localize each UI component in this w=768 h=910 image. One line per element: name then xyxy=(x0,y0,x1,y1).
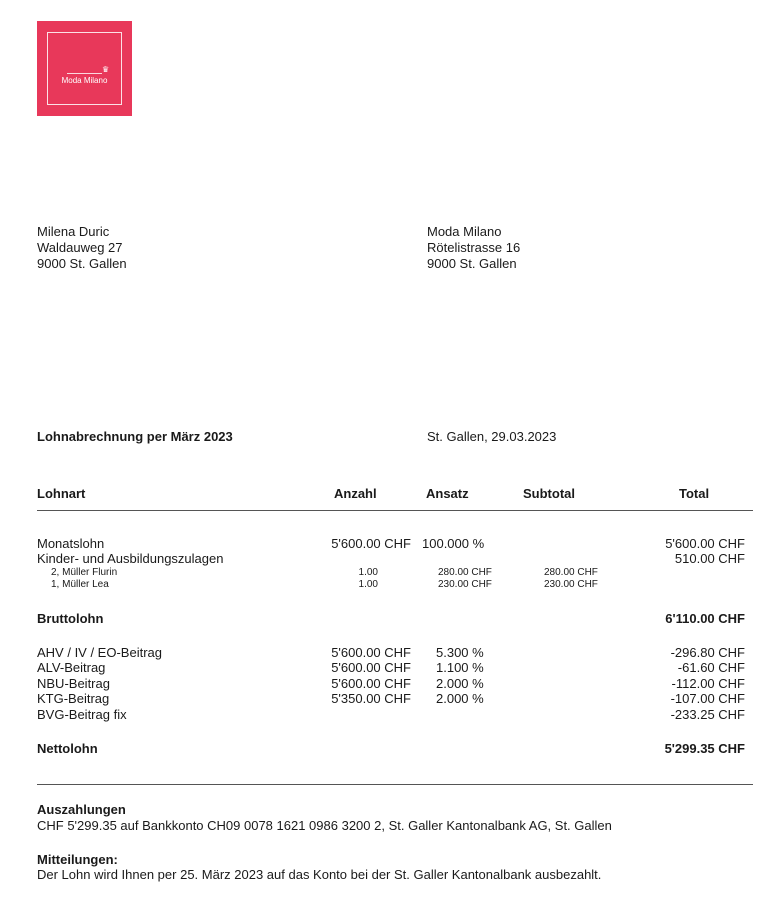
zulagen-total: 510.00 CHF xyxy=(674,551,745,566)
zulagen-label: Kinder- und Ausbildungszulagen xyxy=(37,551,224,566)
deduction-ansatz: 1.100 % xyxy=(436,660,484,675)
logo-brand: Moda Milano xyxy=(61,76,108,85)
employee-street: Waldauweg 27 xyxy=(37,240,123,255)
header-total: Total xyxy=(679,486,710,501)
nettolohn-total: 5'299.35 CHF xyxy=(664,741,745,756)
employer-address xyxy=(427,224,520,272)
logo-divider xyxy=(67,73,102,74)
child-row-subtotal: 280.00 CHF xyxy=(544,567,598,578)
child-row-subtotal: 230.00 CHF xyxy=(544,579,598,590)
employee-address xyxy=(37,224,127,272)
deduction-total: -61.60 CHF xyxy=(677,660,745,675)
header-lohnart: Lohnart xyxy=(37,486,86,501)
child-row-anzahl: 1.00 xyxy=(358,567,378,578)
payout-heading: Auszahlungen xyxy=(37,802,126,817)
header-ansatz: Ansatz xyxy=(426,486,469,501)
header-subtotal: Subtotal xyxy=(523,486,575,501)
crown-icon: ♛ xyxy=(102,65,110,74)
header-divider xyxy=(37,510,753,511)
messages-text: Der Lohn wird Ihnen per 25. März 2023 auf das Konto bei der St. Galler Kantonalbank ausbezahlt. xyxy=(37,867,602,882)
child-row-label: 1, Müller Lea xyxy=(51,579,109,590)
employee-name: Milena Duric xyxy=(37,224,110,239)
monatslohn-ansatz: 100.000 % xyxy=(422,536,485,551)
deduction-anzahl: 5'350.00 CHF xyxy=(331,691,411,706)
nettolohn-label: Nettolohn xyxy=(37,741,98,756)
child-row-ansatz: 280.00 CHF xyxy=(438,567,492,578)
bruttolohn-label: Bruttolohn xyxy=(37,611,104,626)
deduction-anzahl: 5'600.00 CHF xyxy=(331,676,411,691)
deduction-ansatz: 5.300 % xyxy=(436,645,484,660)
employee-city: 9000 St. Gallen xyxy=(37,256,127,271)
monatslohn-total: 5'600.00 CHF xyxy=(665,536,745,551)
messages-heading: Mitteilungen: xyxy=(37,852,118,867)
deduction-total: -296.80 CHF xyxy=(670,645,745,660)
deduction-label: ALV-Beitrag xyxy=(37,660,106,675)
footer-divider xyxy=(37,784,753,785)
deduction-total: -112.00 CHF xyxy=(671,676,745,691)
bruttolohn-total: 6'110.00 CHF xyxy=(665,611,745,626)
child-row-label: 2, Müller Flurin xyxy=(51,567,118,578)
deduction-total: -233.25 CHF xyxy=(670,707,745,722)
header-anzahl: Anzahl xyxy=(334,486,377,501)
deduction-label: AHV / IV / EO-Beitrag xyxy=(37,645,162,660)
deduction-label: NBU-Beitrag xyxy=(37,676,110,691)
deduction-anzahl: 5'600.00 CHF xyxy=(331,660,411,675)
child-row-ansatz: 230.00 CHF xyxy=(438,579,492,590)
document-title: Lohnabrechnung per März 2023 xyxy=(37,429,233,444)
company-logo xyxy=(37,21,132,116)
payout-text: CHF 5'299.35 auf Bankkonto CH09 0078 1621 0986 3200 2, St. Galler Kantonalbank AG, St. Gallen xyxy=(37,818,612,833)
monatslohn-anzahl: 5'600.00 CHF xyxy=(331,536,411,551)
place-date: St. Gallen, 29.03.2023 xyxy=(427,429,557,444)
employer-city: 9000 St. Gallen xyxy=(427,256,517,271)
monatslohn-label: Monatslohn xyxy=(37,536,105,551)
deduction-total: -107.00 CHF xyxy=(670,691,745,706)
deduction-ansatz: 2.000 % xyxy=(436,676,484,691)
employer-name: Moda Milano xyxy=(427,224,502,239)
employer-street: Rötelistrasse 16 xyxy=(427,240,521,255)
logo-frame xyxy=(47,32,122,105)
deduction-label: KTG-Beitrag xyxy=(37,691,110,706)
deduction-label: BVG-Beitrag fix xyxy=(37,707,127,722)
deduction-ansatz: 2.000 % xyxy=(436,691,484,706)
deduction-anzahl: 5'600.00 CHF xyxy=(331,645,411,660)
child-row-anzahl: 1.00 xyxy=(358,579,378,590)
